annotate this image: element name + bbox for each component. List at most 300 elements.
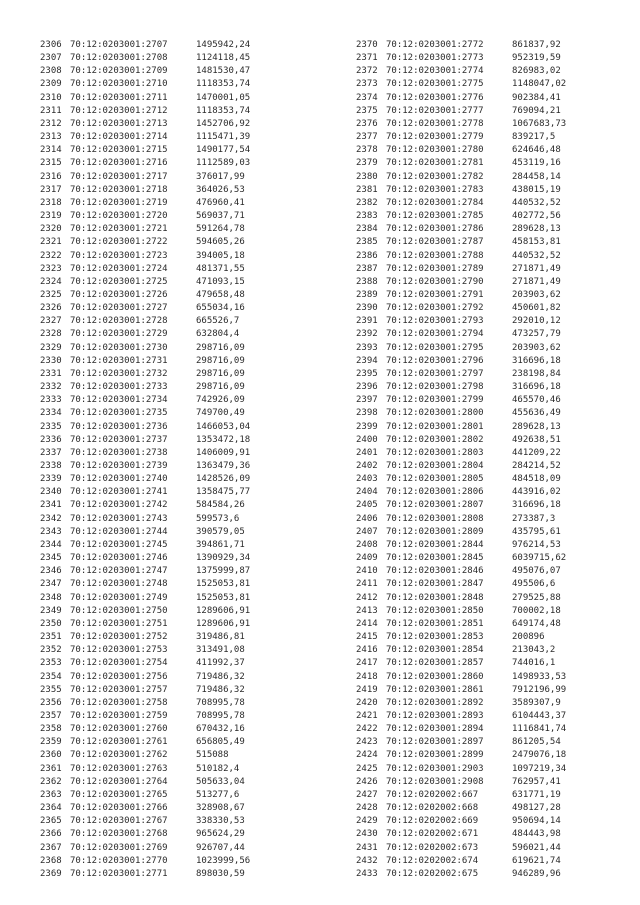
table-row (40, 723, 316, 736)
row-number: 2336 (40, 434, 62, 445)
cadastral-value: 458153,81 (512, 237, 561, 248)
row-number: 2429 (356, 816, 378, 827)
table-row (40, 131, 316, 144)
cadastral-value: 1428526,09 (196, 474, 251, 485)
table-row (356, 473, 632, 486)
table-row (356, 368, 632, 381)
cadastral-number: 70:12:0203001:2854 (386, 645, 484, 656)
row-number: 2341 (40, 500, 62, 511)
cadastral-number: 70:12:0203001:2853 (386, 632, 484, 643)
cadastral-value: 338330,53 (196, 816, 245, 827)
cadastral-value: 1495942,24 (196, 40, 251, 50)
cadastral-value: 7912196,99 (512, 684, 567, 695)
row-number: 2349 (40, 605, 62, 616)
cadastral-number: 70:12:0203001:2799 (386, 395, 484, 406)
row-number: 2351 (40, 632, 62, 643)
row-number: 2430 (356, 829, 378, 840)
row-number: 2364 (40, 803, 62, 814)
cadastral-value: 289628,13 (512, 224, 561, 235)
table-row (356, 618, 632, 631)
cadastral-number: 70:12:0203001:2728 (70, 316, 168, 327)
cadastral-number: 70:12:0203001:2897 (386, 737, 484, 748)
cadastral-number: 70:12:0203001:2850 (386, 605, 484, 616)
cadastral-value: 453119,16 (512, 158, 561, 169)
cadastral-number: 70:12:0202002:673 (386, 842, 479, 853)
cadastral-value: 1116841,74 (512, 724, 567, 735)
row-number: 2348 (40, 592, 62, 603)
table-row (356, 302, 632, 315)
cadastral-number: 70:12:0203001:2744 (70, 526, 168, 537)
table-row (356, 513, 632, 526)
cadastral-value: 1466053,04 (196, 421, 251, 432)
row-number: 2410 (356, 566, 378, 577)
cadastral-number: 70:12:0203001:2754 (70, 658, 168, 669)
row-number: 2419 (356, 684, 378, 695)
row-number: 2377 (356, 132, 378, 143)
cadastral-value: 898030,59 (196, 868, 245, 879)
cadastral-value: 484518,09 (512, 474, 561, 485)
row-number: 2374 (356, 92, 378, 103)
cadastral-number: 70:12:0203001:2721 (70, 224, 168, 235)
cadastral-number: 70:12:0203001:2710 (70, 79, 168, 90)
table-row (40, 736, 316, 749)
table-row (40, 65, 316, 78)
row-number: 2376 (356, 118, 378, 129)
cadastral-value: 443916,02 (512, 487, 561, 498)
row-number: 2337 (40, 447, 62, 458)
cadastral-value: 1363479,36 (196, 461, 251, 471)
table-row (356, 644, 632, 657)
cadastral-value: 376017,99 (196, 171, 245, 182)
row-number: 2319 (40, 211, 62, 222)
row-number: 2384 (356, 224, 378, 235)
cadastral-number: 70:12:0203001:2736 (70, 421, 168, 432)
cadastral-number: 70:12:0203001:2773 (386, 53, 484, 64)
row-number: 2381 (356, 184, 378, 195)
cadastral-number: 70:12:0203001:2775 (386, 79, 484, 90)
row-number: 2412 (356, 592, 378, 603)
row-number: 2346 (40, 566, 62, 577)
cadastral-number: 70:12:0203001:2750 (70, 605, 168, 616)
row-number: 2420 (356, 697, 378, 708)
table-row (356, 355, 632, 368)
cadastral-number: 70:12:0203001:2846 (386, 566, 484, 577)
cadastral-number: 70:12:0203001:2707 (70, 40, 168, 50)
table-row (40, 499, 316, 512)
row-number: 2325 (40, 289, 62, 300)
cadastral-number: 70:12:0203001:2791 (386, 289, 484, 300)
cadastral-value: 438015,19 (512, 184, 561, 195)
table-row (40, 289, 316, 302)
row-number: 2312 (40, 118, 62, 129)
cadastral-value: 1124118,45 (196, 53, 251, 64)
row-number: 2313 (40, 132, 62, 143)
cadastral-number: 70:12:0203001:2804 (386, 461, 484, 471)
table-row (356, 460, 632, 473)
cadastral-value: 440532,52 (512, 250, 561, 261)
row-number: 2309 (40, 79, 62, 90)
cadastral-number: 70:12:0203001:2848 (386, 592, 484, 603)
cadastral-value: 1481530,47 (196, 66, 251, 77)
table-row (40, 618, 316, 631)
table-row (356, 763, 632, 776)
table-row (40, 302, 316, 315)
row-number: 2361 (40, 763, 62, 774)
cadastral-value: 1390929,34 (196, 553, 251, 564)
cadastral-value: 926707,44 (196, 842, 245, 853)
cadastral-number: 70:12:0203001:2807 (386, 500, 484, 511)
cadastral-number: 70:12:0203001:2737 (70, 434, 168, 445)
cadastral-number: 70:12:0203001:2808 (386, 513, 484, 524)
row-number: 2388 (356, 276, 378, 287)
cadastral-value: 6104443,37 (512, 710, 567, 721)
cadastral-value: 515088 (196, 750, 229, 761)
row-number: 2395 (356, 368, 378, 379)
table-row (40, 671, 316, 684)
cadastral-number: 70:12:0203001:2758 (70, 697, 168, 708)
table-row (40, 355, 316, 368)
table-row (40, 171, 316, 184)
cadastral-number: 70:12:0203001:2745 (70, 539, 168, 550)
cadastral-number: 70:12:0203001:2788 (386, 250, 484, 261)
row-number: 2347 (40, 579, 62, 590)
row-number: 2340 (40, 487, 62, 498)
row-number: 2311 (40, 105, 62, 116)
table-row (40, 394, 316, 407)
table-row (356, 684, 632, 697)
table-row (40, 868, 316, 881)
table-row (356, 39, 632, 52)
cadastral-number: 70:12:0203001:2715 (70, 145, 168, 156)
cadastral-number: 70:12:0203001:2727 (70, 303, 168, 314)
cadastral-value: 1118353,74 (196, 105, 251, 116)
table-row (40, 763, 316, 776)
row-number: 2369 (40, 868, 62, 879)
cadastral-number: 70:12:0203001:2761 (70, 737, 168, 748)
cadastral-value: 316696,18 (512, 382, 561, 393)
cadastral-value: 298716,09 (196, 368, 245, 379)
table-row (356, 381, 632, 394)
cadastral-number: 70:12:0203001:2711 (70, 92, 168, 103)
cadastral-value: 719486,32 (196, 684, 245, 695)
cadastral-number: 70:12:0203001:2780 (386, 145, 484, 156)
table-row (40, 39, 316, 52)
cadastral-value: 510182,4 (196, 763, 240, 774)
cadastral-value: 213043,2 (512, 645, 556, 656)
cadastral-number: 70:12:0203001:2762 (70, 750, 168, 761)
row-number: 2423 (356, 737, 378, 748)
cadastral-value: 1470001,05 (196, 92, 251, 103)
table-row (40, 776, 316, 789)
table-row (40, 78, 316, 91)
cadastral-number: 70:12:0203001:2743 (70, 513, 168, 524)
row-number: 2306 (40, 40, 62, 50)
cadastral-number: 70:12:0203001:2709 (70, 66, 168, 77)
table-row (40, 684, 316, 697)
table-row (40, 828, 316, 841)
cadastral-number: 70:12:0203001:2786 (386, 224, 484, 235)
row-number: 2432 (356, 855, 378, 866)
row-number: 2360 (40, 750, 62, 761)
row-number: 2398 (356, 408, 378, 419)
cadastral-number: 70:12:0203001:2731 (70, 355, 168, 366)
table-row (40, 697, 316, 710)
cadastral-value: 1289606,91 (196, 618, 251, 629)
row-number: 2350 (40, 618, 62, 629)
row-number: 2397 (356, 395, 378, 406)
cadastral-number: 70:12:0203001:2860 (386, 671, 484, 682)
row-number: 2415 (356, 632, 378, 643)
cadastral-value: 946289,96 (512, 868, 561, 879)
cadastral-value: 271871,49 (512, 263, 561, 274)
cadastral-value: 719486,32 (196, 671, 245, 682)
table-row (40, 250, 316, 263)
cadastral-value: 394861,71 (196, 539, 245, 550)
cadastral-value: 619621,74 (512, 855, 561, 866)
cadastral-value: 655034,16 (196, 303, 245, 314)
cadastral-number: 70:12:0203001:2908 (386, 776, 484, 787)
cadastral-value: 484443,98 (512, 829, 561, 840)
row-number: 2371 (356, 53, 378, 64)
table-row (356, 723, 632, 736)
row-number: 2339 (40, 474, 62, 485)
cadastral-value: 471093,15 (196, 276, 245, 287)
cadastral-value: 200896 (512, 632, 545, 643)
cadastral-number: 70:12:0203001:2892 (386, 697, 484, 708)
cadastral-value: 284458,14 (512, 171, 561, 182)
row-number: 2389 (356, 289, 378, 300)
row-number: 2367 (40, 842, 62, 853)
table-row (356, 605, 632, 618)
cadastral-number: 70:12:0203001:2741 (70, 487, 168, 498)
table-row (40, 802, 316, 815)
row-number: 2323 (40, 263, 62, 274)
table-row (40, 210, 316, 223)
cadastral-number: 70:12:0203001:2796 (386, 355, 484, 366)
cadastral-number: 70:12:0203001:2800 (386, 408, 484, 419)
row-number: 2414 (356, 618, 378, 629)
table-row (356, 842, 632, 855)
row-number: 2356 (40, 697, 62, 708)
cadastral-value: 411992,37 (196, 658, 245, 669)
row-number: 2328 (40, 329, 62, 340)
cadastral-number: 70:12:0203001:2752 (70, 632, 168, 643)
row-number: 2326 (40, 303, 62, 314)
cadastral-value: 1358475,77 (196, 487, 251, 498)
row-number: 2308 (40, 66, 62, 77)
row-number: 2426 (356, 776, 378, 787)
cadastral-number: 70:12:0202002:674 (386, 855, 479, 866)
cadastral-number: 70:12:0203001:2739 (70, 461, 168, 471)
table-row (356, 263, 632, 276)
cadastral-value: 1148047,02 (512, 79, 567, 90)
cadastral-value: 450601,82 (512, 303, 561, 314)
cadastral-value: 649174,48 (512, 618, 561, 629)
cadastral-value: 1490177,54 (196, 145, 251, 156)
table-row (356, 171, 632, 184)
cadastral-value: 861837,92 (512, 40, 561, 50)
cadastral-number: 70:12:0203001:2782 (386, 171, 484, 182)
cadastral-number: 70:12:0203001:2893 (386, 710, 484, 721)
row-number: 2396 (356, 382, 378, 393)
table-row (356, 144, 632, 157)
row-number: 2408 (356, 539, 378, 550)
cadastral-value: 1525053,81 (196, 579, 251, 590)
row-number: 2425 (356, 763, 378, 774)
cadastral-number: 70:12:0203001:2785 (386, 211, 484, 222)
cadastral-value: 952319,59 (512, 53, 561, 64)
table-row (356, 552, 632, 565)
row-number: 2320 (40, 224, 62, 235)
cadastral-value: 6039715,62 (512, 553, 567, 564)
cadastral-value: 495076,07 (512, 566, 561, 577)
cadastral-number: 70:12:0203001:2795 (386, 342, 484, 353)
cadastral-value: 316696,18 (512, 500, 561, 511)
table-row (356, 315, 632, 328)
cadastral-number: 70:12:0203001:2742 (70, 500, 168, 511)
cadastral-value: 492638,51 (512, 434, 561, 445)
cadastral-value: 1115471,39 (196, 132, 251, 143)
cadastral-number: 70:12:0202002:669 (386, 816, 479, 827)
cadastral-number: 70:12:0203001:2772 (386, 40, 484, 50)
table-row (356, 749, 632, 762)
table-row (40, 460, 316, 473)
table-row (40, 315, 316, 328)
table-row (356, 815, 632, 828)
table-row (356, 289, 632, 302)
row-number: 2342 (40, 513, 62, 524)
cadastral-value: 700002,18 (512, 605, 561, 616)
cadastral-value: 744016,1 (512, 658, 556, 669)
cadastral-number: 70:12:0203001:2765 (70, 789, 168, 800)
row-number: 2392 (356, 329, 378, 340)
row-number: 2409 (356, 553, 378, 564)
table-row (40, 105, 316, 118)
table-row (40, 434, 316, 447)
cadastral-number: 70:12:0203001:2718 (70, 184, 168, 195)
table-row (356, 631, 632, 644)
row-number: 2359 (40, 737, 62, 748)
cadastral-number: 70:12:0203001:2740 (70, 474, 168, 485)
row-number: 2331 (40, 368, 62, 379)
cadastral-number: 70:12:0203001:2726 (70, 289, 168, 300)
cadastral-number: 70:12:0203001:2802 (386, 434, 484, 445)
cadastral-value: 1112589,03 (196, 158, 251, 169)
cadastral-number: 70:12:0203001:2714 (70, 132, 168, 143)
cadastral-value: 455636,49 (512, 408, 561, 419)
cadastral-value: 316696,18 (512, 355, 561, 366)
cadastral-number: 70:12:0203001:2764 (70, 776, 168, 787)
cadastral-number: 70:12:0203001:2774 (386, 66, 484, 77)
row-number: 2355 (40, 684, 62, 695)
cadastral-number: 70:12:0203001:2894 (386, 724, 484, 735)
table-row (40, 52, 316, 65)
table-row (40, 605, 316, 618)
row-number: 2344 (40, 539, 62, 550)
cadastral-value: 670432,16 (196, 724, 245, 735)
cadastral-number: 70:12:0203001:2770 (70, 855, 168, 866)
cadastral-number: 70:12:0203001:2722 (70, 237, 168, 248)
table-row (40, 657, 316, 670)
cadastral-number: 70:12:0203001:2845 (386, 553, 484, 564)
row-number: 2327 (40, 316, 62, 327)
table-row (40, 157, 316, 170)
cadastral-value: 596021,44 (512, 842, 561, 853)
table-row (356, 78, 632, 91)
cadastral-number: 70:12:0203001:2767 (70, 816, 168, 827)
row-number: 2416 (356, 645, 378, 656)
row-number: 2373 (356, 79, 378, 90)
table-row (40, 342, 316, 355)
row-number: 2310 (40, 92, 62, 103)
left-column (40, 39, 316, 881)
table-row (356, 499, 632, 512)
cadastral-value: 762957,41 (512, 776, 561, 787)
row-number: 2354 (40, 671, 62, 682)
table-row (40, 644, 316, 657)
table-row (356, 657, 632, 670)
cadastral-value: 289628,13 (512, 421, 561, 432)
table-row (356, 802, 632, 815)
cadastral-number: 70:12:0203001:2734 (70, 395, 168, 406)
cadastral-value: 1118353,74 (196, 79, 251, 90)
table-row (356, 197, 632, 210)
cadastral-value: 238198,84 (512, 368, 561, 379)
cadastral-value: 861205,54 (512, 737, 561, 748)
table-row (356, 118, 632, 131)
cadastral-number: 70:12:0203001:2781 (386, 158, 484, 169)
table-row (40, 276, 316, 289)
row-number: 2380 (356, 171, 378, 182)
table-row (40, 855, 316, 868)
row-number: 2424 (356, 750, 378, 761)
cadastral-value: 284214,52 (512, 461, 561, 471)
row-number: 2385 (356, 237, 378, 248)
row-number: 2338 (40, 461, 62, 471)
cadastral-value: 708995,78 (196, 710, 245, 721)
cadastral-number: 70:12:0203001:2717 (70, 171, 168, 182)
cadastral-number: 70:12:0202002:667 (386, 789, 479, 800)
row-number: 2407 (356, 526, 378, 537)
cadastral-value: 1375999,87 (196, 566, 251, 577)
table-row (356, 671, 632, 684)
cadastral-value: 473257,79 (512, 329, 561, 340)
row-number: 2431 (356, 842, 378, 853)
cadastral-number: 70:12:0203001:2798 (386, 382, 484, 393)
table-row (356, 868, 632, 881)
table-row (356, 592, 632, 605)
cadastral-number: 70:12:0203001:2771 (70, 868, 168, 879)
cadastral-value: 298716,09 (196, 342, 245, 353)
row-number: 2321 (40, 237, 62, 248)
table-row (40, 473, 316, 486)
row-number: 2329 (40, 342, 62, 353)
row-number: 2433 (356, 868, 378, 879)
cadastral-value: 498127,28 (512, 803, 561, 814)
cadastral-number: 70:12:0203001:2847 (386, 579, 484, 590)
cadastral-value: 749700,49 (196, 408, 245, 419)
cadastral-value: 1067683,73 (512, 118, 567, 129)
cadastral-value: 479658,48 (196, 289, 245, 300)
table-row (356, 434, 632, 447)
row-number: 2393 (356, 342, 378, 353)
cadastral-number: 70:12:0203001:2899 (386, 750, 484, 761)
cadastral-value: 203903,62 (512, 289, 561, 300)
table-row (356, 236, 632, 249)
cadastral-value: 271871,49 (512, 276, 561, 287)
cadastral-number: 70:12:0202002:671 (386, 829, 479, 840)
cadastral-value: 440532,52 (512, 197, 561, 208)
